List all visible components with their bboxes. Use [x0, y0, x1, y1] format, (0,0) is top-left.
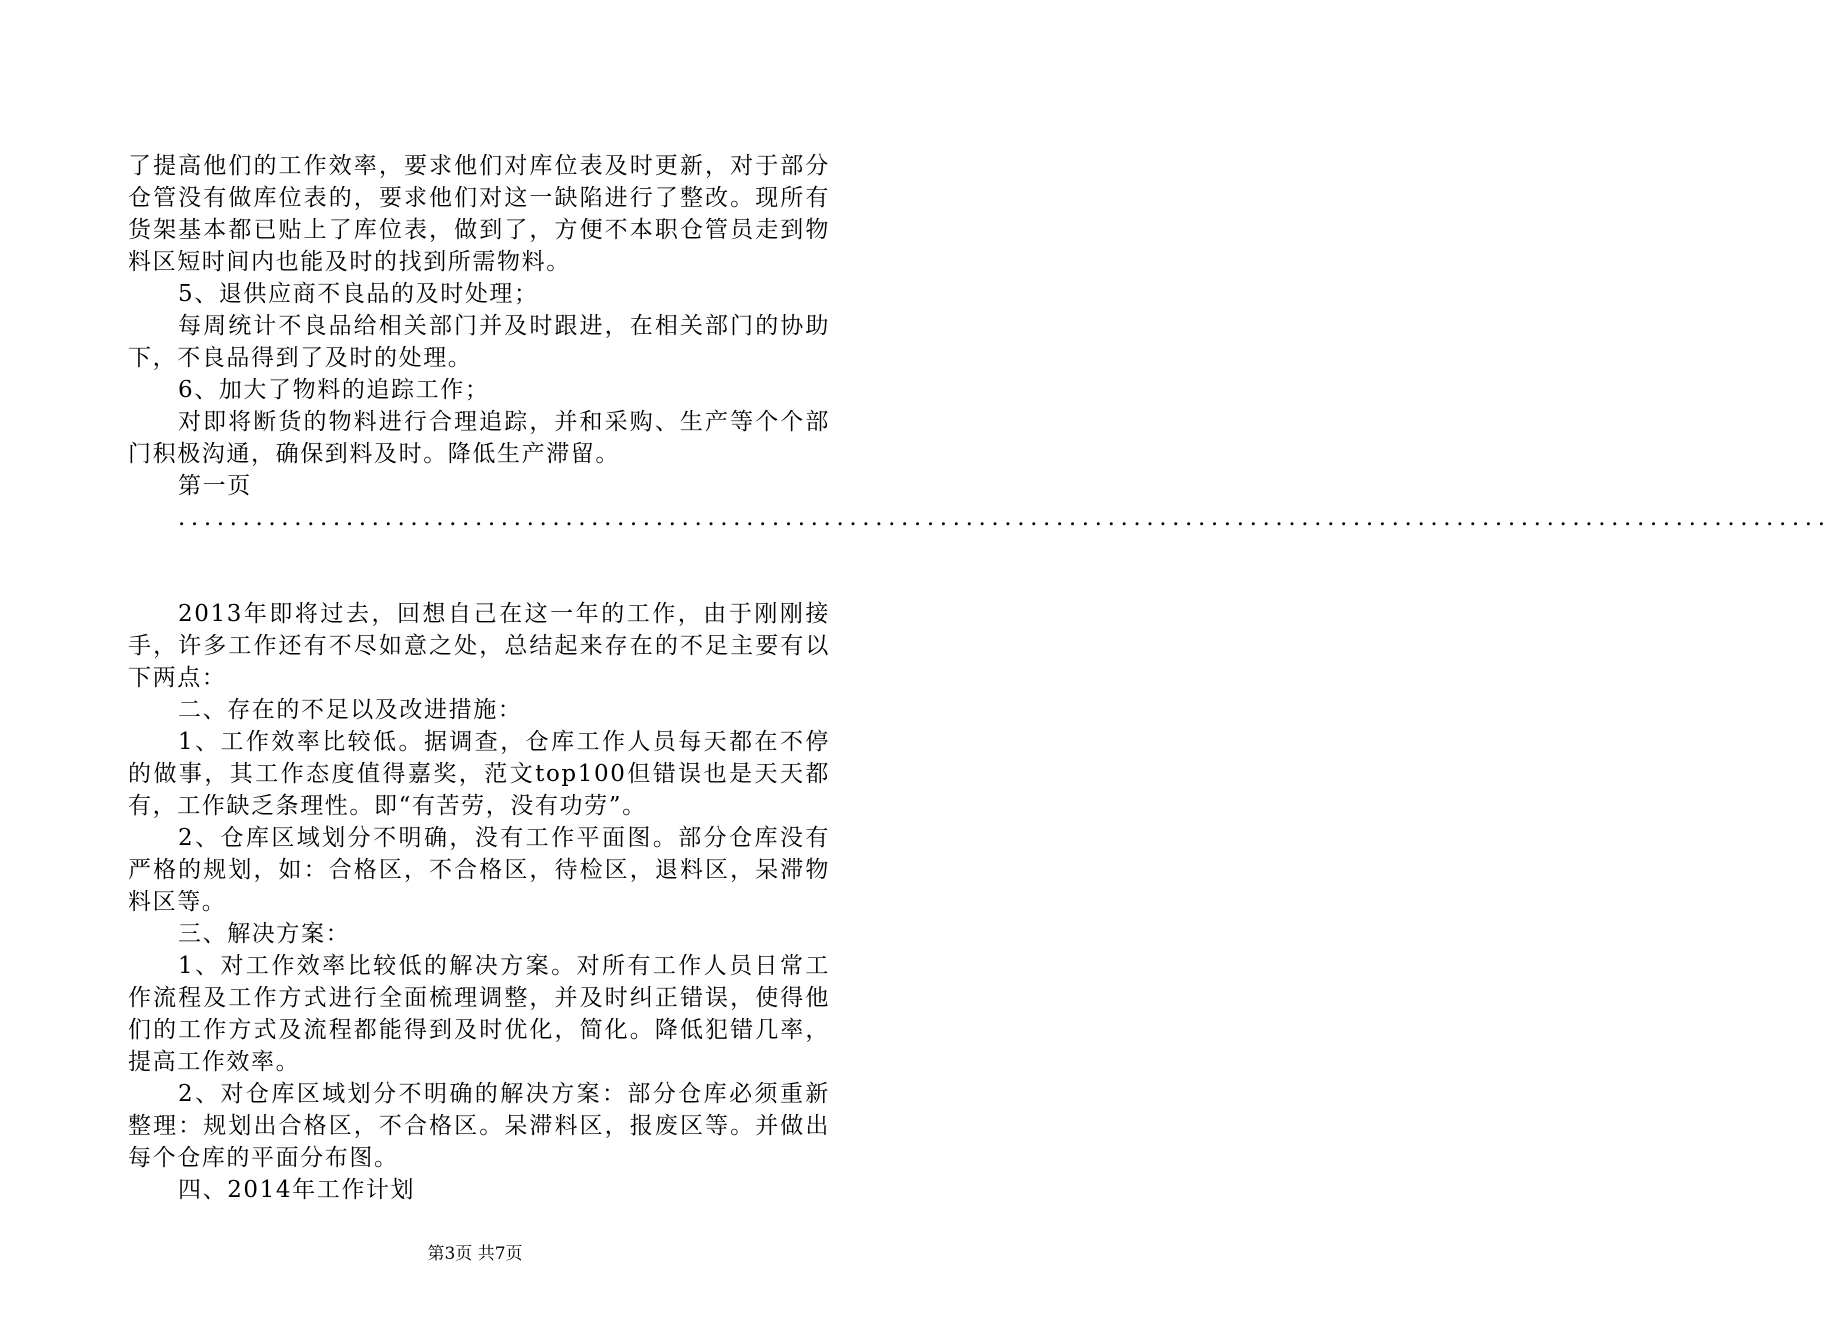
paragraph: 了提高他们的工作效率，要求他们对库位表及时更新，对于部分仓管没有做库位表的，要求他们对这一缺陷进行了整改。现所有货架基本都已贴上了库位表，做到了，方便不本职仓管员走到物料区短时间内也能及时的找到所需物料。 — [128, 153, 830, 275]
page-marker: 第一页 — [178, 473, 252, 499]
paragraph: 5、退供应商不良品的及时处理； — [178, 281, 539, 307]
section-heading: 四、2014年工作计划 — [178, 1177, 416, 1203]
paragraph: 2013年即将过去，回想自己在这一年的工作，由于刚刚接手，许多工作还有不尽如意之处，总结起来存在的不足主要有以下两点： — [128, 601, 830, 691]
paragraph: 每周统计不良品给相关部门并及时跟进，在相关部门的协助下，不良品得到了及时的处理。 — [128, 313, 830, 371]
paragraph: 2、仓库区域划分不明确，没有工作平面图。部分仓库没有严格的规划，如：合格区，不合格区，待检区，退料区，呆滞物料区等。 — [128, 825, 830, 915]
document-body — [128, 150, 1831, 1206]
paragraph: 1、工作效率比较低。据调查，仓库工作人员每天都在不停的做事，其工作态度值得嘉奖，范文top100但错误也是天天都有，工作缺乏条理性。即“有苦劳，没有功劳”。 — [128, 729, 830, 819]
page-footer: 第3页 共7页 — [427, 1244, 523, 1264]
paragraph: 6、加大了物料的追踪工作； — [178, 377, 490, 403]
paragraph: 对即将断货的物料进行合理追踪，并和采购、生产等个个部门积极沟通，确保到料及时。降低生产滞留。 — [128, 409, 830, 467]
paragraph: 1、对工作效率比较低的解决方案。对所有工作人员日常工作流程及工作方式进行全面梳理调整，并及时纠正错误，使得他们的工作方式及流程都能得到及时优化，简化。降低犯错几率，提高工作效率。 — [128, 953, 830, 1075]
dotted-separator: ................................................................................................................................ — [178, 505, 1831, 531]
paragraph: 2、对仓库区域划分不明确的解决方案：部分仓库必须重新整理：规划出合格区，不合格区。呆滞料区，报废区等。并做出每个仓库的平面分布图。 — [128, 1081, 830, 1171]
section-heading: 二、存在的不足以及改进措施： — [178, 697, 523, 723]
section-heading: 三、解决方案： — [178, 921, 351, 947]
